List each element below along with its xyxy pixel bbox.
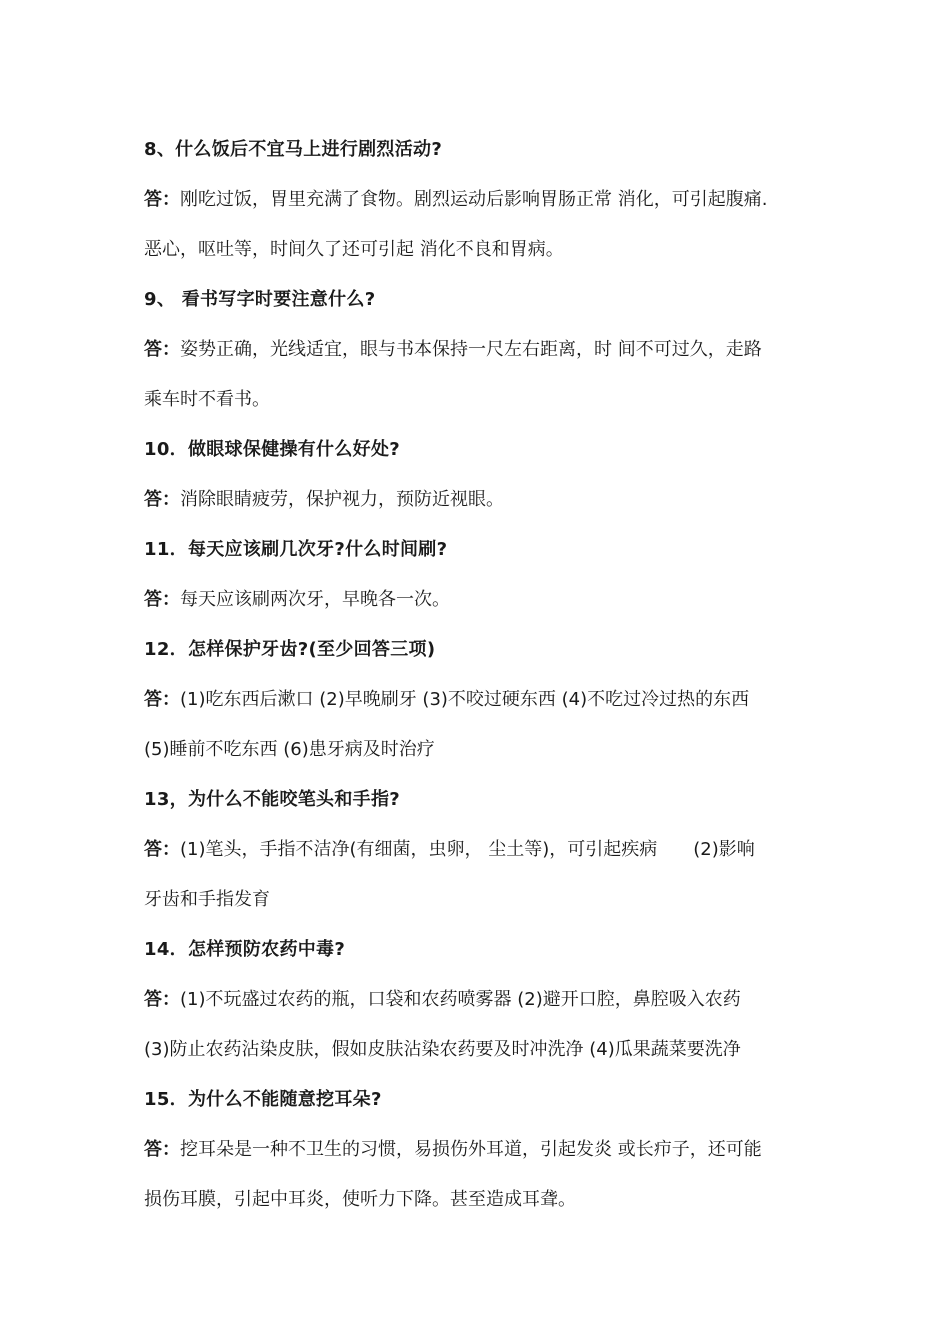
question-11: 11．每天应该刷几次牙?什么时间刷? [144,539,448,560]
answer-label: 答： [144,839,180,860]
answer-text: (1)笔头，手指不洁净(有细菌，虫卵， 尘土等)，可引起疾病 (2)影响 [180,839,755,860]
answer-11-line-1 [144,581,824,631]
answer-text: 每天应该刷两次牙，早晚各一次。 [180,589,450,610]
answer-15-line-1 [144,1131,824,1181]
answer-text: (1)吃东西后漱口 (2)早晚刷牙 (3)不咬过硬东西 (4)不吃过冷过热的东西 [180,689,750,710]
answer-15-line-2: 损伤耳膜，引起中耳炎，使听力下降。甚至造成耳聋。 [144,1189,576,1210]
qa-list [144,131,824,1231]
question-12: 12．怎样保护牙齿?(至少回答三项) [144,639,436,660]
answer-13-line-1 [144,831,824,881]
answer-label: 答： [144,989,180,1010]
question-14: 14．怎样预防农药中毒? [144,939,346,960]
question-10: 10．做眼球保健操有什么好处? [144,439,400,460]
answer-14-line-2: (3)防止农药沾染皮肤，假如皮肤沾染农药要及时冲洗净 (4)瓜果蔬菜要洗净 [144,1039,741,1060]
answer-label: 答： [144,589,180,610]
question-15: 15．为什么不能随意挖耳朵? [144,1089,382,1110]
answer-12-line-1 [144,681,824,731]
answer-text: 刚吃过饭，胃里充满了食物。剧烈运动后影响胃肠正常 消化，可引起腹痛. [180,189,768,210]
answer-text: (1)不玩盛过农药的瓶，口袋和农药喷雾器 (2)避开口腔，鼻腔吸入农药 [180,989,741,1010]
answer-14-line-1 [144,981,824,1031]
answer-13-line-2: 牙齿和手指发育 [144,889,270,910]
answer-label: 答： [144,689,180,710]
answer-10-line-1 [144,481,824,531]
answer-label: 答： [144,489,180,510]
answer-label: 答： [144,1139,180,1160]
question-8: 8、什么饭后不宜马上进行剧烈活动? [144,139,443,160]
answer-label: 答： [144,339,180,360]
answer-9-line-1 [144,331,824,381]
question-9: 9、 看书写字时要注意什么? [144,289,376,310]
answer-9-line-2: 乘车时不看书。 [144,389,270,410]
answer-8-line-1 [144,181,824,231]
answer-text: 挖耳朵是一种不卫生的习惯，易损伤外耳道，引起发炎 或长疖子，还可能 [180,1139,762,1160]
answer-12-line-2: (5)睡前不吃东西 (6)患牙病及时治疗 [144,739,435,760]
answer-text: 消除眼睛疲劳，保护视力，预防近视眼。 [180,489,504,510]
answer-label: 答： [144,189,180,210]
answer-8-line-2: 恶心，呕吐等，时间久了还可引起 消化不良和胃病。 [144,239,564,260]
answer-text: 姿势正确，光线适宜，眼与书本保持一尺左右距离，时 间不可过久，走路 [180,339,762,360]
question-13: 13，为什么不能咬笔头和手指? [144,789,400,810]
